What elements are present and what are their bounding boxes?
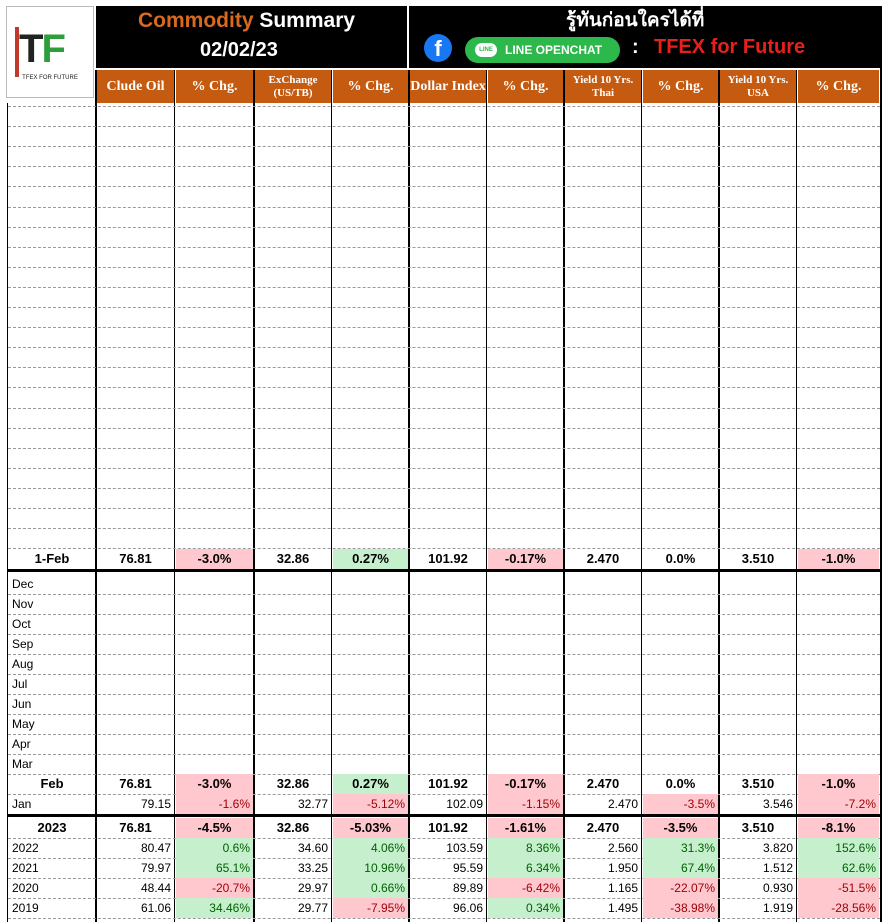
value-cell: 2.470 bbox=[607, 797, 638, 811]
row-label: Sep bbox=[12, 637, 34, 651]
change-cell: -38.98% bbox=[643, 898, 718, 918]
row-label: Feb bbox=[40, 776, 64, 791]
change-cell: 0.6% bbox=[176, 838, 253, 858]
value-cell: 29.77 bbox=[297, 901, 328, 915]
row-label: Mar bbox=[12, 757, 33, 771]
value-cell: 61.06 bbox=[140, 901, 171, 915]
grid-rule bbox=[8, 367, 880, 368]
value-cell: 1.165 bbox=[607, 881, 638, 895]
line-openchat-button[interactable] bbox=[465, 37, 620, 63]
grid-rule bbox=[8, 448, 880, 449]
column-header: Yield 10 Yrs. Thai bbox=[565, 70, 641, 103]
page-title bbox=[138, 8, 355, 34]
grid-rule bbox=[8, 387, 880, 388]
line-openchat-label: LINE OPENCHAT bbox=[505, 43, 603, 57]
value-cell: 34.60 bbox=[297, 841, 328, 855]
grid-rule bbox=[8, 408, 880, 409]
value-cell: 79.97 bbox=[140, 861, 171, 875]
column-header: % Chg. bbox=[176, 70, 253, 103]
change-cell: 34.46% bbox=[176, 898, 253, 918]
row-label: Dec bbox=[12, 577, 34, 591]
change-cell: -51.5% bbox=[798, 878, 879, 898]
grid-rule bbox=[8, 347, 880, 348]
change-cell: -1.0% bbox=[798, 549, 879, 569]
grid-rule bbox=[8, 674, 880, 675]
value-cell: 2.470 bbox=[586, 776, 620, 791]
value-cell: 76.81 bbox=[119, 820, 152, 835]
tfex-logo bbox=[6, 6, 94, 98]
value-cell: 29.97 bbox=[297, 881, 328, 895]
value-cell: 1.950 bbox=[607, 861, 638, 875]
change-cell: -28.56% bbox=[798, 898, 879, 918]
grid-rule bbox=[8, 528, 880, 529]
grid-rule bbox=[8, 146, 880, 147]
facebook-icon[interactable]: f bbox=[424, 34, 452, 62]
grid-rule bbox=[8, 287, 880, 288]
value-cell: 96.06 bbox=[452, 901, 483, 915]
section-divider bbox=[8, 569, 880, 572]
value-cell: 32.77 bbox=[297, 797, 328, 811]
column-header: Dollar Index bbox=[410, 70, 486, 103]
value-cell: 76.81 bbox=[119, 776, 152, 791]
row-label: Jul bbox=[12, 677, 28, 691]
change-cell: 65.1% bbox=[176, 858, 253, 878]
row-label: May bbox=[12, 717, 35, 731]
value-cell: 101.92 bbox=[428, 776, 468, 791]
grid-rule bbox=[8, 694, 880, 695]
change-cell: 31.3% bbox=[643, 838, 718, 858]
column-header: ExChange (US/TB) bbox=[255, 70, 331, 103]
change-cell: -3.0% bbox=[176, 774, 253, 794]
change-cell: -1.61% bbox=[488, 818, 563, 838]
title-word-summary: Summary bbox=[259, 9, 356, 32]
grid-rule bbox=[8, 207, 880, 208]
value-cell: 3.546 bbox=[762, 797, 793, 811]
value-cell: 33.25 bbox=[297, 861, 328, 875]
change-cell: -7.95% bbox=[333, 898, 408, 918]
change-cell: -1.6% bbox=[176, 794, 253, 814]
value-cell: 89.89 bbox=[452, 881, 483, 895]
row-label: Nov bbox=[12, 597, 34, 611]
thai-slogan: รู้ทันก่อนใครได้ที่ bbox=[566, 9, 705, 31]
brand-name: TFEX for Future bbox=[654, 36, 806, 58]
grid-rule bbox=[8, 918, 880, 919]
value-cell: 0.930 bbox=[762, 881, 793, 895]
value-cell: 3.510 bbox=[741, 820, 775, 835]
grid-rule bbox=[8, 634, 880, 635]
value-cell: 2.560 bbox=[607, 841, 638, 855]
grid-rule bbox=[8, 267, 880, 268]
row-label: Apr bbox=[12, 737, 31, 751]
value-cell: 3.510 bbox=[741, 551, 775, 566]
change-cell: -8.1% bbox=[798, 818, 879, 838]
grid-rule bbox=[8, 508, 880, 509]
value-cell: 3.820 bbox=[762, 841, 793, 855]
value-cell: 1.919 bbox=[762, 901, 793, 915]
value-cell: 32.86 bbox=[276, 820, 310, 835]
column-header: Yield 10 Yrs. USA bbox=[720, 70, 796, 103]
grid-rule bbox=[8, 327, 880, 328]
row-label: Aug bbox=[12, 657, 34, 671]
change-cell: -3.5% bbox=[643, 794, 718, 814]
row-label: 1-Feb bbox=[34, 551, 70, 566]
grid-rule bbox=[8, 247, 880, 248]
row-label: 2022 bbox=[12, 841, 39, 855]
column-header: % Chg. bbox=[488, 70, 563, 103]
value-cell: 48.44 bbox=[140, 881, 171, 895]
value-cell: 1.495 bbox=[607, 901, 638, 915]
change-cell: 6.34% bbox=[488, 858, 563, 878]
change-cell: -3.0% bbox=[176, 549, 253, 569]
change-cell: -1.0% bbox=[798, 774, 879, 794]
grid-rule bbox=[8, 754, 880, 755]
value-cell: 102.09 bbox=[446, 797, 483, 811]
change-cell: -6.42% bbox=[488, 878, 563, 898]
value-cell: 101.92 bbox=[428, 551, 468, 566]
logo-caption: TFEX FOR FUTURE bbox=[22, 75, 78, 81]
grid-rule bbox=[8, 428, 880, 429]
value-cell: 79.15 bbox=[140, 797, 171, 811]
change-cell: 0.27% bbox=[333, 774, 408, 794]
value-cell: 103.59 bbox=[446, 841, 483, 855]
value-cell: 32.86 bbox=[276, 551, 310, 566]
section-divider bbox=[8, 814, 880, 817]
column-header: Clude Oil bbox=[97, 70, 174, 103]
row-label: Jun bbox=[12, 697, 32, 711]
title-word-commodity: Commodity bbox=[138, 9, 254, 32]
value-cell: 95.59 bbox=[452, 861, 483, 875]
row-label: 2023 bbox=[37, 820, 67, 835]
right-border bbox=[880, 6, 882, 922]
column-header: % Chg. bbox=[643, 70, 718, 103]
row-label: 2019 bbox=[12, 901, 39, 915]
row-label: Oct bbox=[12, 617, 31, 631]
value-cell: 3.510 bbox=[741, 776, 775, 791]
line-icon: LINE bbox=[475, 43, 497, 57]
brand-separator: : bbox=[632, 36, 639, 58]
column-header: % Chg. bbox=[333, 70, 408, 103]
grid-rule bbox=[8, 714, 880, 715]
grid-rule bbox=[8, 594, 880, 595]
change-cell: 10.96% bbox=[333, 858, 408, 878]
change-cell: 0.34% bbox=[488, 898, 563, 918]
change-cell: 0.0% bbox=[665, 551, 696, 566]
grid-rule bbox=[8, 468, 880, 469]
change-cell: 4.06% bbox=[333, 838, 408, 858]
logo-letter-t: T bbox=[19, 27, 42, 71]
value-cell: 32.86 bbox=[276, 776, 310, 791]
change-cell: -20.7% bbox=[176, 878, 253, 898]
change-cell: -1.15% bbox=[488, 794, 563, 814]
value-cell: 2.470 bbox=[586, 551, 620, 566]
column-header: % Chg. bbox=[798, 70, 879, 103]
change-cell: 0.0% bbox=[665, 776, 696, 791]
value-cell: 101.92 bbox=[428, 820, 468, 835]
value-cell: 76.81 bbox=[119, 551, 152, 566]
logo-letter-f: F bbox=[41, 27, 64, 71]
row-label: 2020 bbox=[12, 881, 39, 895]
change-cell: -0.17% bbox=[488, 549, 563, 569]
change-cell: -0.17% bbox=[488, 774, 563, 794]
grid-rule bbox=[8, 106, 880, 107]
change-cell: 62.6% bbox=[798, 858, 879, 878]
value-cell: 2.470 bbox=[586, 820, 620, 835]
change-cell: -22.07% bbox=[643, 878, 718, 898]
value-cell: 80.47 bbox=[140, 841, 171, 855]
grid-rule bbox=[8, 307, 880, 308]
grid-rule bbox=[8, 654, 880, 655]
grid-rule bbox=[8, 186, 880, 187]
grid-rule bbox=[8, 614, 880, 615]
grid-rule bbox=[8, 126, 880, 127]
grid-rule bbox=[8, 734, 880, 735]
value-cell: 1.512 bbox=[762, 861, 793, 875]
grid-rule bbox=[8, 488, 880, 489]
change-cell: -5.12% bbox=[333, 794, 408, 814]
change-cell: 0.27% bbox=[333, 549, 408, 569]
logo-letters bbox=[19, 29, 64, 69]
change-cell: -7.2% bbox=[798, 794, 879, 814]
change-cell: 152.6% bbox=[798, 838, 879, 858]
change-cell: -4.5% bbox=[176, 818, 253, 838]
row-label: 2021 bbox=[12, 861, 39, 875]
change-cell: 0.66% bbox=[333, 878, 408, 898]
change-cell: -5.03% bbox=[333, 818, 408, 838]
grid-rule bbox=[8, 166, 880, 167]
grid-rule bbox=[8, 227, 880, 228]
change-cell: 67.4% bbox=[643, 858, 718, 878]
row-label: Jan bbox=[12, 797, 32, 811]
report-date: 02/02/23 bbox=[200, 39, 278, 61]
change-cell: 8.36% bbox=[488, 838, 563, 858]
change-cell: -3.5% bbox=[643, 818, 718, 838]
